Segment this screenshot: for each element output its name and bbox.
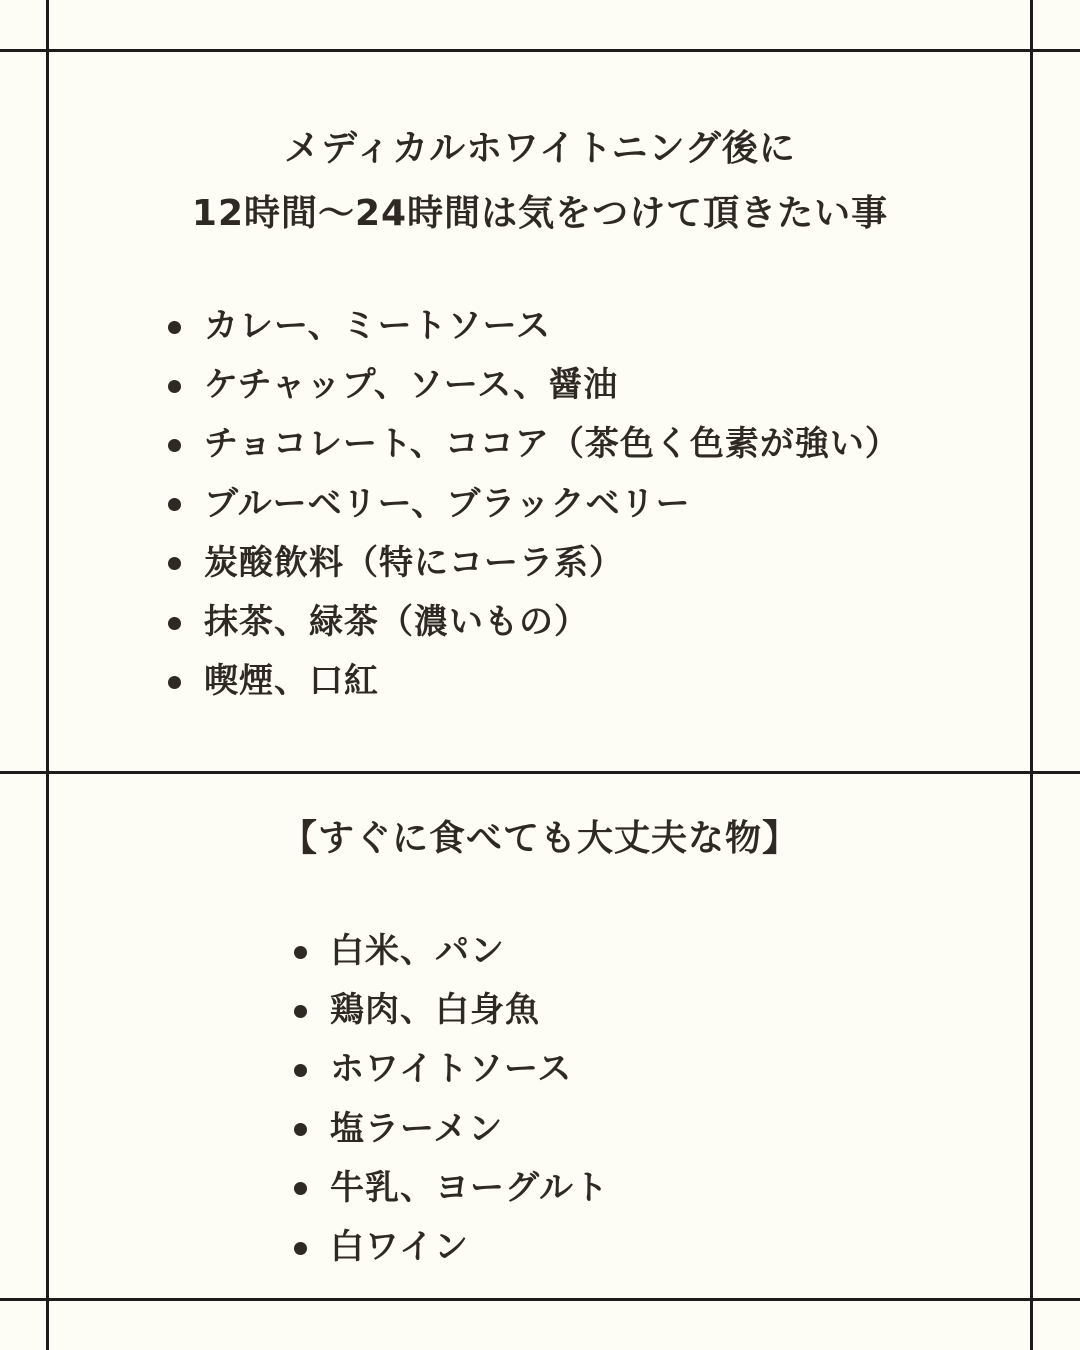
bullet-icon [168,321,181,334]
list-item-label: 白米、パン [330,931,505,971]
list-item-label: 塩ラーメン [330,1108,504,1149]
list-item [168,534,1008,593]
list-item-label: 喫煙、口紅 [204,661,379,702]
bottom-divider [0,1298,1080,1301]
bullet-icon [168,557,181,570]
top-divider [0,49,1080,52]
list-item [294,1159,894,1218]
list-item [294,1218,894,1277]
list-item-label: 牛乳、ヨーグルト [330,1167,609,1208]
bullet-icon [294,1005,307,1018]
list-item [294,1100,894,1159]
section1-title-line1: メディカルホワイトニング後に [284,128,796,169]
section1-title-line2: 12時間〜24時間は気をつけて頂きたい事 [191,193,889,234]
list-item [168,652,1008,711]
list-item-label: 白ワイン [330,1226,469,1267]
section2-title: 【すぐに食べても大丈夫な物】 [280,818,799,859]
list-item [168,593,1008,652]
list-item [168,475,1008,534]
list-item-label: ケチャップ、ソース、醤油 [204,365,619,406]
bullet-icon [168,439,181,452]
bullet-icon [168,498,181,511]
list-item-label: 抹茶、緑茶（濃いもの） [204,601,589,642]
middle-divider [0,771,1080,774]
bullet-icon [294,1242,307,1255]
avoid-food-list [168,297,1008,711]
list-item [294,922,894,981]
bullet-icon [294,1182,307,1195]
list-item-label: 炭酸飲料（特にコーラ系） [204,542,624,583]
bullet-icon [168,380,181,393]
bullet-icon [168,676,181,689]
list-item [294,981,894,1040]
list-item-label: チョコレート、ココア（茶色く色素が強い） [204,424,900,465]
list-item [294,1040,894,1099]
list-item-label: 鶏肉、白身魚 [330,990,540,1031]
list-item-label: ホワイトソース [330,1049,573,1090]
bullet-icon [294,1123,307,1136]
safe-food-list [294,922,894,1277]
list-item [168,297,1008,356]
bullet-icon [168,617,181,630]
list-item-label: カレー、ミートソース [204,306,551,346]
list-item [168,415,1008,474]
bullet-icon [294,1064,307,1077]
bullet-icon [294,946,307,959]
list-item [168,356,1008,415]
list-item-label: ブルーベリー、ブラックベリー [204,483,691,524]
